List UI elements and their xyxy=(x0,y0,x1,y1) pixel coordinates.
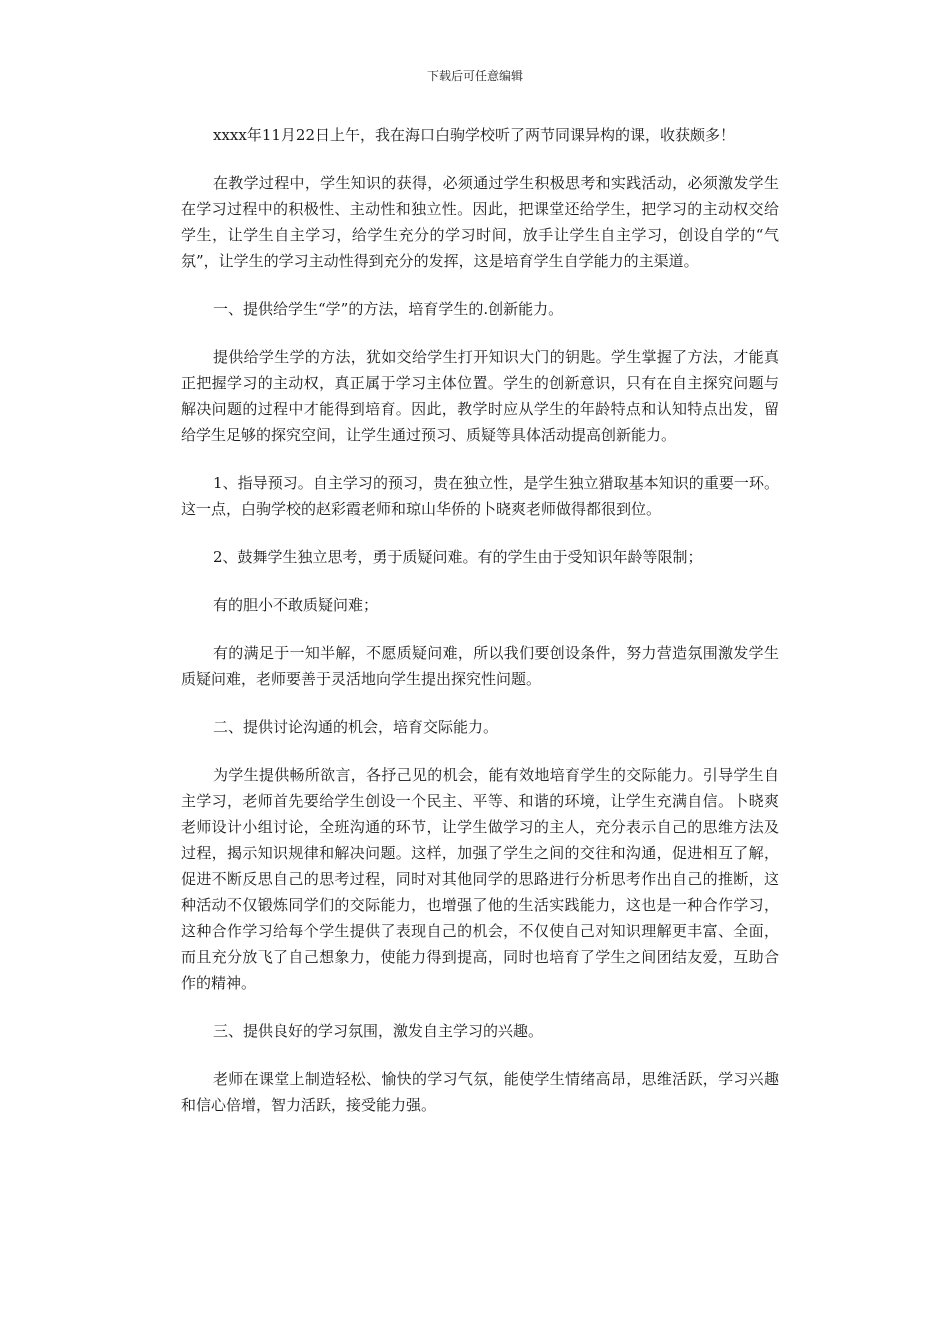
paragraph-learning-method: 提供给学生学的方法，犹如交给学生打开知识大门的钥匙。学生掌握了方法，才能真正把握学习的主动权，真正属于学习主体位置。学生的创新意识，只有在自主探究问题与解决问题的过程中才能得到培育。因此，教学时应从学生的年龄特点和认知特点出发，留给学生足够的探究空间，让学生通过预习、质疑等具体活动提高创新能力。 xyxy=(181,348,779,444)
paragraph-atmosphere: 老师在课堂上制造轻松、愉快的学习气氛，能使学生情绪高昂，思维活跃，学习兴趣和信心倍增，智力活跃，接受能力强。 xyxy=(181,1070,779,1114)
page-header-note: 下载后可任意编辑 xyxy=(426,69,523,83)
paragraph-teaching-process: 在教学过程中，学生知识的获得，必须通过学生积极思考和实践活动，必须激发学生在学习过程中的积极性、主动性和独立性。因此，把课堂还给学生，把学习的主动权交给学生，让学生自主学习，给学生充分的学习时间，放手让学生自主学习，创设自学的“气氛”，让学生的学习主动性得到充分的发挥，这是培育学生自学能力的主渠道。 xyxy=(181,174,779,270)
paragraph-point-2: 2、鼓舞学生独立思考，勇于质疑问难。有的学生由于受知识年龄等限制； xyxy=(213,548,703,566)
paragraph-satisfied: 有的满足于一知半解，不愿质疑问难，所以我们要创设条件，努力营造氛围激发学生质疑问难，老师要善于灵活地向学生提出探究性问题。 xyxy=(181,644,779,688)
paragraph-point-1: 1、指导预习。自主学习的预习，贵在独立性，是学生独立猎取基本知识的重要一环。这一点，白驹学校的赵彩霞老师和琼山华侨的卜晓爽老师做得都很到位。 xyxy=(181,474,779,518)
section-heading-2: 二、提供讨论沟通的机会，培育交际能力。 xyxy=(213,718,499,736)
paragraph-intro: xxxx年11月22日上午，我在海口白驹学校听了两节同课异构的课，收获颇多！ xyxy=(213,126,736,144)
paragraph-timid: 有的胆小不敢质疑问难； xyxy=(213,596,379,614)
section-heading-1: 一、提供给学生“学”的方法，培育学生的.创新能力。 xyxy=(213,300,564,318)
document-body xyxy=(181,122,779,1140)
section-heading-3: 三、提供良好的学习氛围，激发自主学习的兴趣。 xyxy=(213,1022,544,1040)
paragraph-communication: 为学生提供畅所欲言，各抒己见的机会，能有效地培育学生的交际能力。引导学生自主学习，老师首先要给学生创设一个民主、平等、和谐的环境，让学生充满自信。卜晓爽老师设计小组讨论，全班沟通的环节，让学生做学习的主人，充分表示自己的思维方法及过程，揭示知识规律和解决问题。这样，加强了学生之间的交往和沟通，促进相互了解，促进不断反思自己的思考过程，同时对其他同学的思路进行分析思考作出自己的推断，这种活动不仅锻炼同学们的交际能力，也增强了他的生活实践能力，这也是一种合作学习，这种合作学习给每个学生提供了表现自己的机会，不仅使自己对知识理解更丰富、全面，而且充分放飞了自己想象力，使能力得到提高，同时也培育了学生之间团结友爱，互助合作的精神。 xyxy=(181,766,779,992)
